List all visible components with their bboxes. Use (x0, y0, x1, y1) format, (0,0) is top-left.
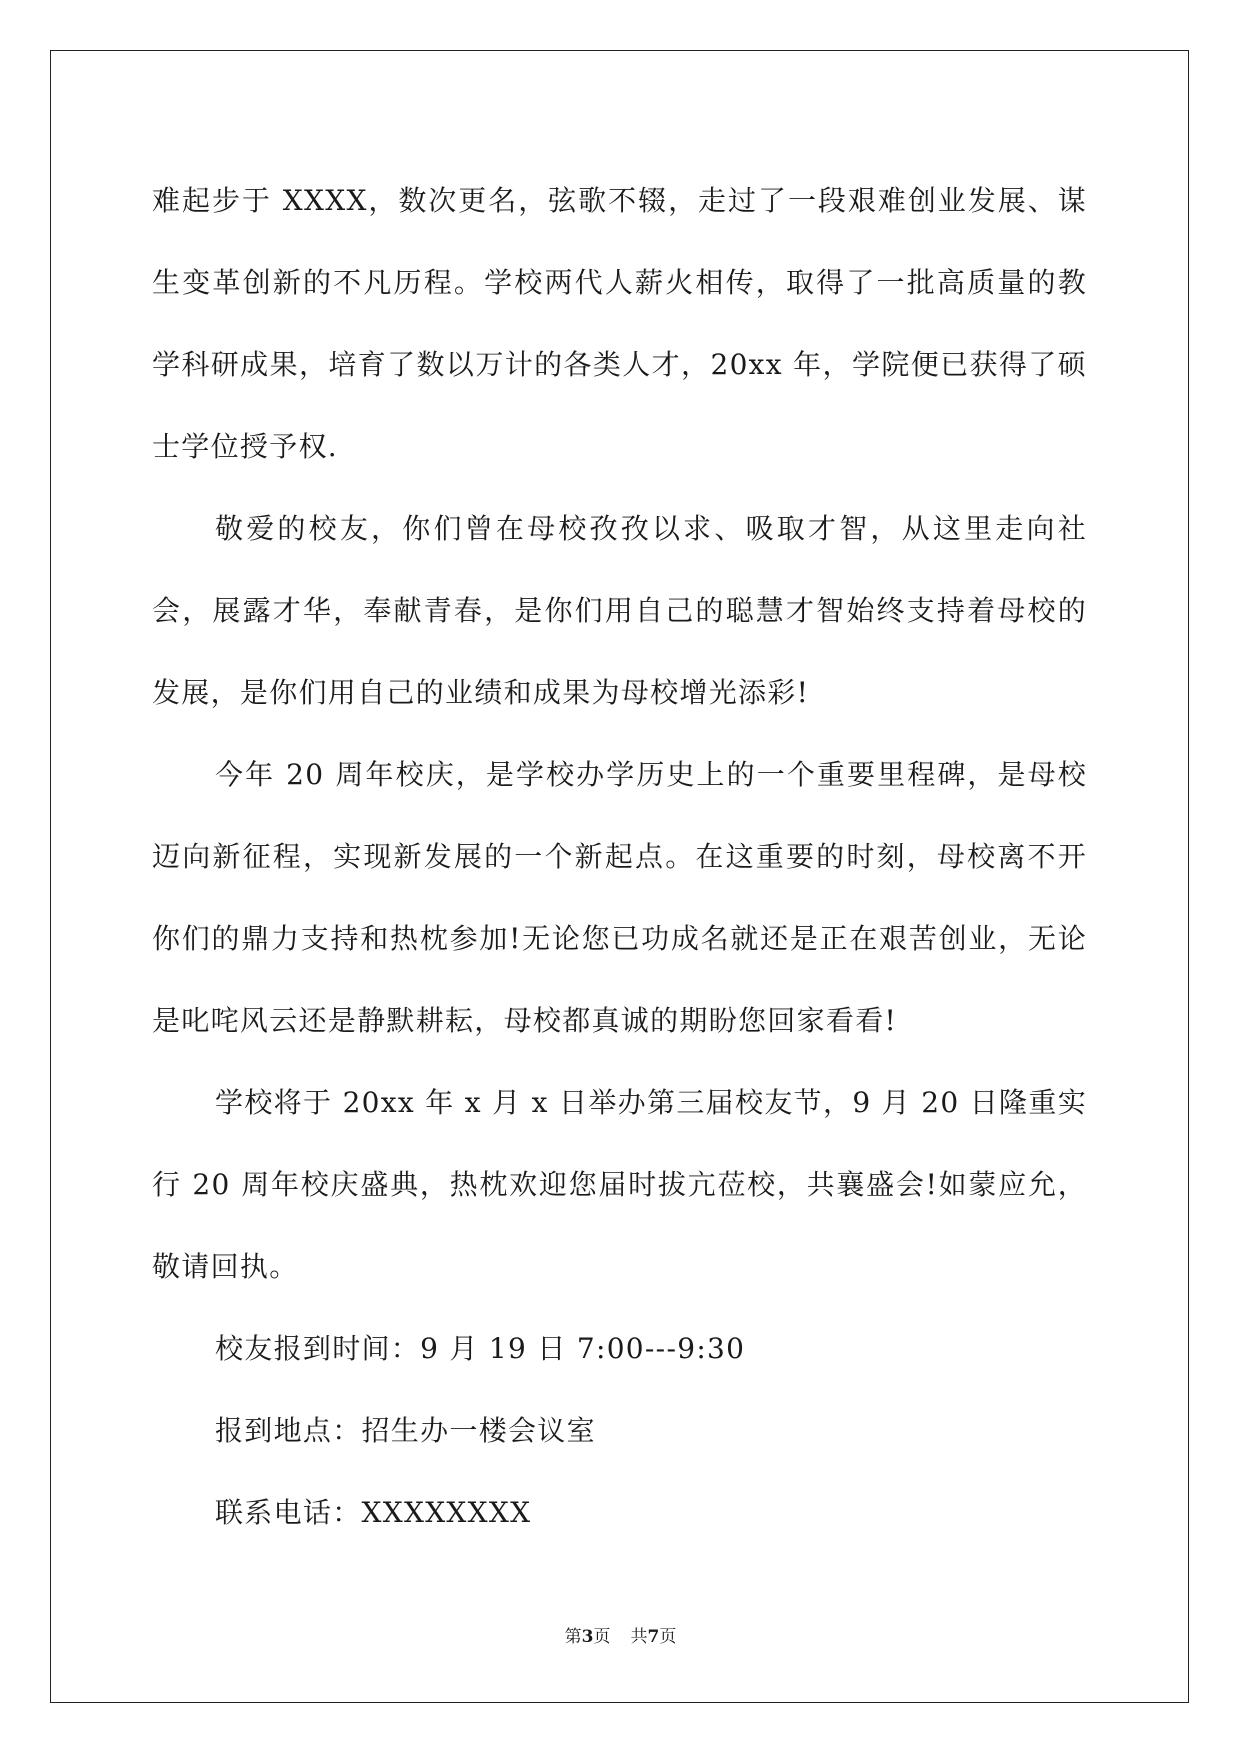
total-page-number: 7 (647, 1627, 660, 1647)
page-label-suffix: 页 (593, 1627, 611, 1647)
total-label-suffix: 页 (659, 1627, 677, 1647)
page-label-prefix: 第 (564, 1627, 582, 1647)
document-body (152, 160, 1087, 1554)
paragraph-anniversary: 今年 20 周年校庆，是学校办学历史上的一个重要里程碑，是母校迈向新征程，实现新发展的一个新起点。在这重要的时刻，母校离不开你们的鼎力支持和热枕参加!无论您已功成名就还是正在艰苦创业，无论是叱咤风云还是静默耕耘，母校都真诚的期盼您回家看看! (152, 758, 1087, 1037)
paragraph-alumni-address: 敬爱的校友，你们曾在母校孜孜以求、吸取才智，从这里走向社会，展露才华，奉献青春，是你们用自己的聪慧才智始终支持着母校的发展，是你们用自己的业绩和成果为母校增光添彩! (152, 512, 1087, 709)
paragraph-registration-time: 校友报到时间：9 月 19 日 7:00---9:30 (215, 1332, 746, 1365)
page-footer (0, 1622, 1241, 1647)
paragraph-history: 难起步于 XXXX，数次更名，弦歌不辍，走过了一段艰难创业发展、谋生变革创新的不凡历程。学校两代人薪火相传，取得了一批高质量的教学科研成果，培育了数以万计的各类人才，20xx 年，学院便已获得了硕士学位授予权. (152, 184, 1087, 463)
paragraph-contact-phone: 联系电话：XXXXXXXX (215, 1496, 532, 1529)
total-label-prefix: 共 (630, 1627, 648, 1647)
current-page-number: 3 (581, 1627, 594, 1647)
paragraph-event-invitation: 学校将于 20xx 年 x 月 x 日举办第三届校友节，9 月 20 日隆重实行 20 周年校庆盛典，热枕欢迎您届时拔亢莅校，共襄盛会!如蒙应允，敬请回执。 (152, 1086, 1087, 1283)
paragraph-registration-location: 报到地点：招生办一楼会议室 (215, 1414, 596, 1447)
